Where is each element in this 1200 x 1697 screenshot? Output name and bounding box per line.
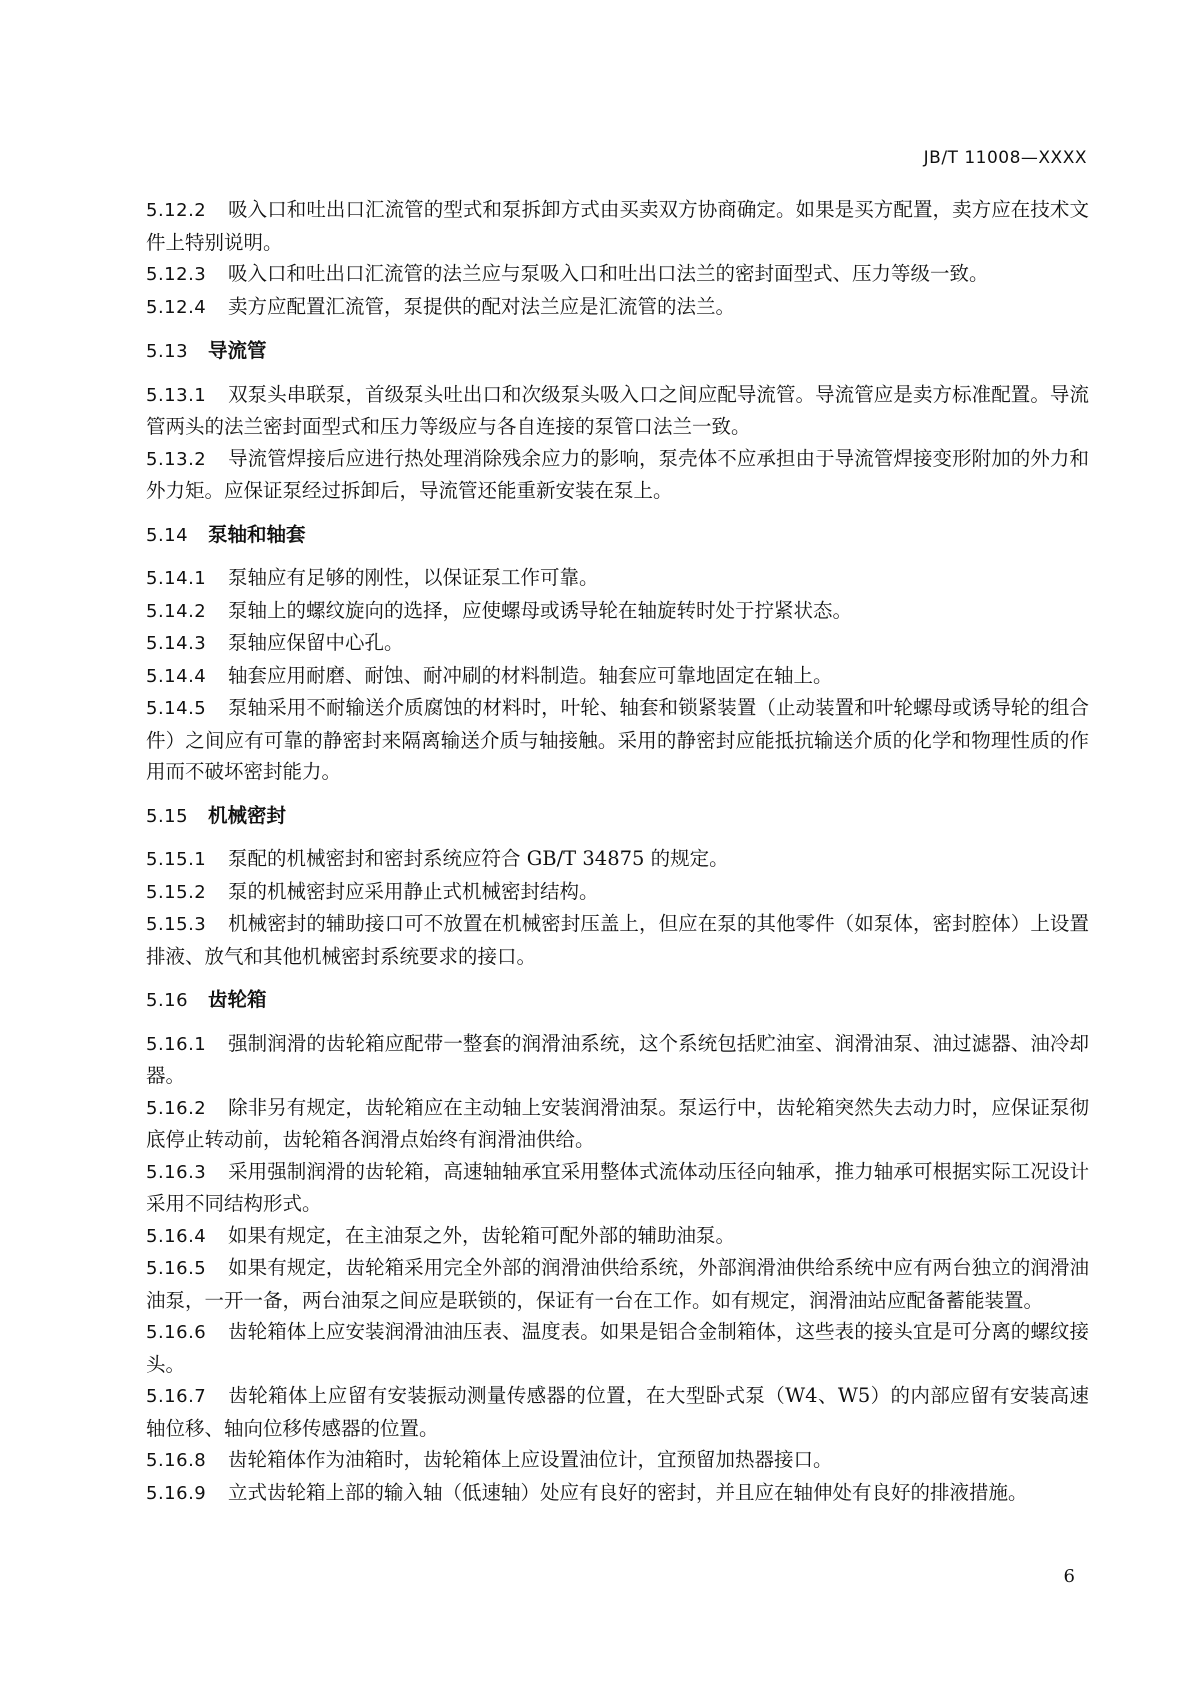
clause-text: 吸入口和吐出口汇流管的型式和泵拆卸方式由买卖双方协商确定。如果是买方配置，卖方应在技术文件上特别说明。 bbox=[146, 198, 1089, 254]
section-heading bbox=[146, 519, 1089, 552]
clause-text: 泵配的机械密封和密封系统应符合 GB/T 34875 的规定。 bbox=[228, 847, 729, 870]
clause-text: 泵轴应有足够的刚性，以保证泵工作可靠。 bbox=[228, 566, 599, 589]
clause-number: 5.12.2 bbox=[146, 200, 207, 221]
clause-paragraph bbox=[146, 258, 1089, 291]
clause-paragraph bbox=[146, 660, 1089, 693]
clause-text: 齿轮箱体上应安装润滑油油压表、温度表。如果是铝合金制箱体，这些表的接头宜是可分离的螺纹接头。 bbox=[146, 1320, 1089, 1376]
clause-number: 5.15.2 bbox=[146, 881, 207, 903]
clause-paragraph bbox=[146, 443, 1089, 507]
section-title: 机械密封 bbox=[208, 803, 287, 827]
clause-text: 采用强制润滑的齿轮箱，高速轴轴承宜采用整体式流体动压径向轴承，推力轴承可根据实际工况设计采用不同结构形式。 bbox=[146, 1159, 1089, 1215]
page-number: 6 bbox=[1063, 1566, 1075, 1587]
clause-number: 5.13.1 bbox=[146, 384, 207, 406]
section-title: 齿轮箱 bbox=[208, 988, 267, 1011]
clause-text: 立式齿轮箱上部的输入轴（低速轴）处应有良好的密封，并且应在轴伸处有良好的排液措施。 bbox=[228, 1480, 1028, 1504]
clause-number: 5.12.3 bbox=[146, 264, 207, 285]
clause-paragraph bbox=[146, 1444, 1089, 1477]
clause-number: 5.14.1 bbox=[146, 568, 207, 589]
clause-text: 如果有规定，齿轮箱采用完全外部的润滑油供给系统，外部润滑油供给系统中应有两台独立的润滑油油泵，一开一备，两台油泵之间应是联锁的，保证有一台在工作。如有规定，润滑油站应配备蓄能装置。 bbox=[146, 1256, 1089, 1312]
clause-paragraph bbox=[146, 692, 1089, 788]
clause-number: 5.15.3 bbox=[146, 914, 207, 935]
clause-number: 5.12.4 bbox=[146, 296, 207, 318]
clause-number: 5.14.2 bbox=[146, 600, 207, 622]
clause-number: 5.14.3 bbox=[146, 633, 207, 654]
section-title: 泵轴和轴套 bbox=[208, 522, 306, 546]
clause-paragraph bbox=[146, 876, 1089, 909]
clause-paragraph bbox=[146, 627, 1089, 660]
clause-paragraph bbox=[146, 1477, 1089, 1510]
section-number: 5.13 bbox=[146, 341, 189, 362]
clause-paragraph bbox=[146, 1028, 1089, 1092]
clause-text: 吸入口和吐出口汇流管的法兰应与泵吸入口和吐出口法兰的密封面型式、压力等级一致。 bbox=[228, 262, 989, 285]
clause-number: 5.16.3 bbox=[146, 1161, 207, 1183]
section-number: 5.14 bbox=[146, 524, 189, 546]
clause-paragraph bbox=[146, 908, 1089, 972]
clause-number: 5.16.8 bbox=[146, 1450, 207, 1471]
clause-number: 5.16.6 bbox=[146, 1322, 207, 1343]
clause-paragraph bbox=[146, 562, 1089, 595]
section-number: 5.16 bbox=[146, 990, 189, 1011]
section-number: 5.15 bbox=[146, 805, 189, 827]
section-heading bbox=[146, 800, 1089, 833]
clause-number: 5.16.9 bbox=[146, 1482, 207, 1504]
clause-number: 5.16.4 bbox=[146, 1225, 207, 1247]
clause-paragraph bbox=[146, 1252, 1089, 1316]
clause-paragraph bbox=[146, 291, 1089, 324]
clause-paragraph bbox=[146, 1220, 1089, 1253]
clause-text: 强制润滑的齿轮箱应配带一整套的润滑油系统，这个系统包括贮油室、润滑油泵、油过滤器、油冷却器。 bbox=[146, 1031, 1089, 1087]
clause-text: 泵轴采用不耐输送介质腐蚀的材料时，叶轮、轴套和锁紧装置（止动装置和叶轮螺母或诱导轮的组合件）之间应有可靠的静密封来隔离输送介质与轴接触。采用的静密封应能抵抗输送介质的化学和物理性质的作用而不破坏密封能力。 bbox=[146, 696, 1089, 783]
clause-text: 如果有规定，在主油泵之外，齿轮箱可配外部的辅助油泵。 bbox=[228, 1223, 736, 1247]
clause-text: 轴套应用耐磨、耐蚀、耐冲刷的材料制造。轴套应可靠地固定在轴上。 bbox=[228, 663, 833, 687]
section-title: 导流管 bbox=[208, 339, 267, 362]
clause-text: 双泵头串联泵，首级泵头吐出口和次级泵头吸入口之间应配导流管。导流管应是卖方标准配置。导流管两头的法兰密封面型式和压力等级应与各自连接的泵管口法兰一致。 bbox=[146, 382, 1089, 438]
clause-text: 泵的机械密封应采用静止式机械密封结构。 bbox=[228, 879, 599, 903]
clause-paragraph bbox=[146, 379, 1089, 443]
clause-number: 5.16.5 bbox=[146, 1258, 207, 1279]
clause-number: 5.14.4 bbox=[146, 665, 207, 687]
clause-text: 导流管焊接后应进行热处理消除残余应力的影响，泵壳体不应承担由于导流管焊接变形附加的外力和外力矩。应保证泵经过拆卸后，导流管还能重新安装在泵上。 bbox=[146, 446, 1089, 502]
doc-code-header: JB/T 11008—XXXX bbox=[923, 148, 1087, 168]
clause-number: 5.16.7 bbox=[146, 1386, 207, 1407]
clause-text: 齿轮箱体作为油箱时，齿轮箱体上应设置油位计，宜预留加热器接口。 bbox=[228, 1448, 833, 1471]
clause-paragraph bbox=[146, 194, 1089, 258]
section-heading bbox=[146, 335, 1089, 368]
clause-text: 泵轴上的螺纹旋向的选择，应使螺母或诱导轮在轴旋转时处于拧紧状态。 bbox=[228, 598, 853, 622]
clause-number: 5.14.5 bbox=[146, 698, 207, 719]
clause-paragraph bbox=[146, 843, 1089, 876]
clause-number: 5.16.1 bbox=[146, 1033, 207, 1055]
clause-text: 卖方应配置汇流管，泵提供的配对法兰应是汇流管的法兰。 bbox=[228, 294, 736, 318]
clause-paragraph bbox=[146, 595, 1089, 628]
clause-paragraph bbox=[146, 1156, 1089, 1220]
document-body bbox=[146, 194, 1089, 1509]
section-heading bbox=[146, 984, 1089, 1017]
clause-text: 机械密封的辅助接口可不放置在机械密封压盖上，但应在泵的其他零件（如泵体，密封腔体）上设置排液、放气和其他机械密封系统要求的接口。 bbox=[146, 912, 1089, 968]
clause-paragraph bbox=[146, 1380, 1089, 1444]
clause-paragraph bbox=[146, 1092, 1089, 1156]
clause-text: 齿轮箱体上应留有安装振动测量传感器的位置，在大型卧式泵（W4、W5）的内部应留有安装高速轴位移、轴向位移传感器的位置。 bbox=[146, 1384, 1089, 1440]
clause-paragraph bbox=[146, 1316, 1089, 1380]
clause-text: 泵轴应保留中心孔。 bbox=[228, 631, 404, 654]
clause-number: 5.16.2 bbox=[146, 1097, 207, 1119]
clause-text: 除非另有规定，齿轮箱应在主动轴上安装润滑油泵。泵运行中，齿轮箱突然失去动力时，应保证泵彻底停止转动前，齿轮箱各润滑点始终有润滑油供给。 bbox=[146, 1095, 1089, 1151]
clause-number: 5.15.1 bbox=[146, 849, 207, 870]
clause-number: 5.13.2 bbox=[146, 448, 207, 470]
